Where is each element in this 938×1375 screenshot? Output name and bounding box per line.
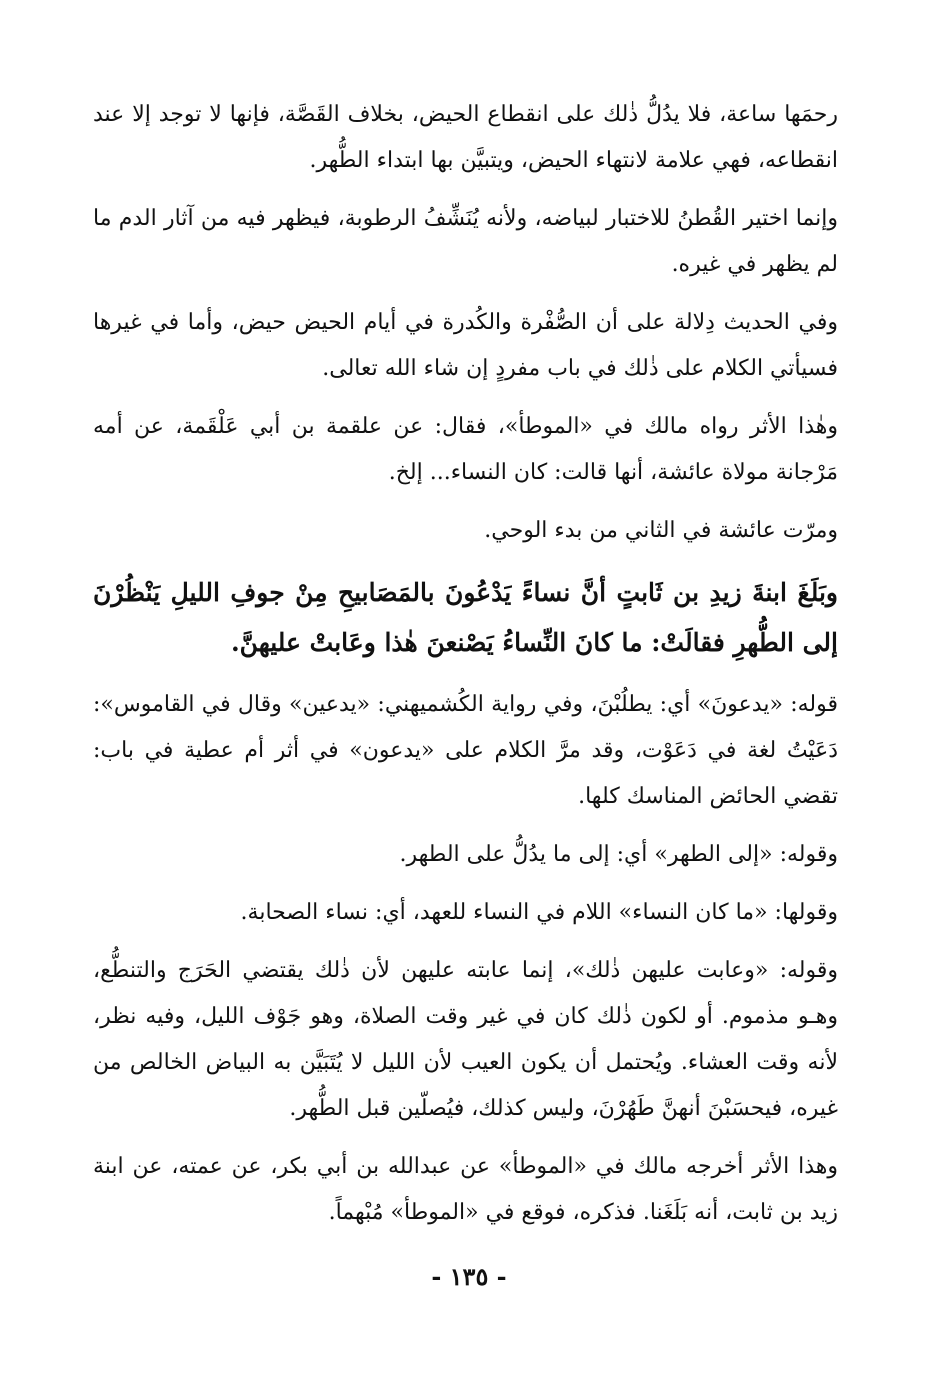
page-body <box>93 92 838 1248</box>
page-number: - ١٣٥ - <box>431 1262 507 1291</box>
paragraph-1: رحمَها ساعة، فلا يدُلُّ ذٰلك على انقطاع الحيض، بخلاف القَصَّة، فإنها لا توجد إلا عند انقطاعه، فهي علامة لانتهاء الحيض، ويتبيَّن بها ابتداء الطُّهر. <box>93 102 838 173</box>
hadith-text: وبَلَغَ ابنةَ زيدِ بن ثَابتٍ أنَّ نساءً يَدْعُونَ بالمَصَابيحِ مِنْ جوفِ الليلِ يَنْظُرْنَ إلى الطُّهرِ فقالَتْ: ما كانَ النِّساءُ يَصْنعنَ هٰذا وعَابتْ عليهنَّ. <box>93 578 838 657</box>
paragraph-10: وقوله: «وعابت عليهن ذٰلك»، إنما عابته عليهن لأن ذٰلك يقتضي الحَرَج والتنطُّع، وهـو مذموم. أو لكون ذٰلك كان في غير وقت الصلاة، وهو جَوْف الليل، وفيه نظر، لأنه وقت العشاء. ويُحتمل أن يكون العيب لأن الليل لا يُتَبَيَّن به البياض الخالص من غيره، فيحسَبْنَ أنهنَّ طَهُرْنَ، وليس كذلك، فيُصلّين قبل الطُّهر. <box>93 958 838 1121</box>
paragraph-5: ومرّت عائشة في الثاني من بدء الوحي. <box>484 518 838 543</box>
paragraph-8: وقوله: «إلى الطهر» أي: إلى ما يدُلُّ على الطهر. <box>399 842 838 867</box>
paragraph-2: وإنما اختير القُطنُ للاختبار لبياضه، ولأنه يُنَشِّفُ الرطوبة، فيظهر فيه من آثار الدم ما لم يظهر في غيره. <box>93 206 838 277</box>
paragraph-11: وهذا الأثر أخرجه مالك في «الموطأ» عن عبدالله بن أبي بكر، عن عمته، عن ابنة زيد بن ثابت، أنه بَلَغَنا. فذكره، فوقع في «الموطأ» مُبْهماً. <box>93 1154 838 1225</box>
paragraph-3: وفي الحديث دِلالة على أن الصُّفْرة والكُدرة في أيام الحيض حيض، وأما في غيرها فسيأتي الكلام على ذٰلك في باب مفردٍ إن شاء الله تعالى. <box>93 310 838 381</box>
paragraph-9: وقولها: «ما كان النساء» اللام في النساء للعهد، أي: نساء الصحابة. <box>240 900 838 925</box>
paragraph-7: قوله: «يدعونَ» أي: يطلُبْنَ، وفي رواية الكُشميهني: «يدعين» وقال في القاموس»: دَعَيْتُ لغة في دَعَوْت، وقد مرَّ الكلام على «يدعون» في أثر أم عطية في باب: تقضي الحائض المناسك كلها. <box>93 692 838 809</box>
paragraph-4: وهٰذا الأثر رواه مالك في «الموطأ»، فقال: عن علقمة بن أبي عَلْقَمة، عن أمه مَرْجانة مولاة عائشة، أنها قالت: كان النساء... إلخ. <box>93 414 838 485</box>
